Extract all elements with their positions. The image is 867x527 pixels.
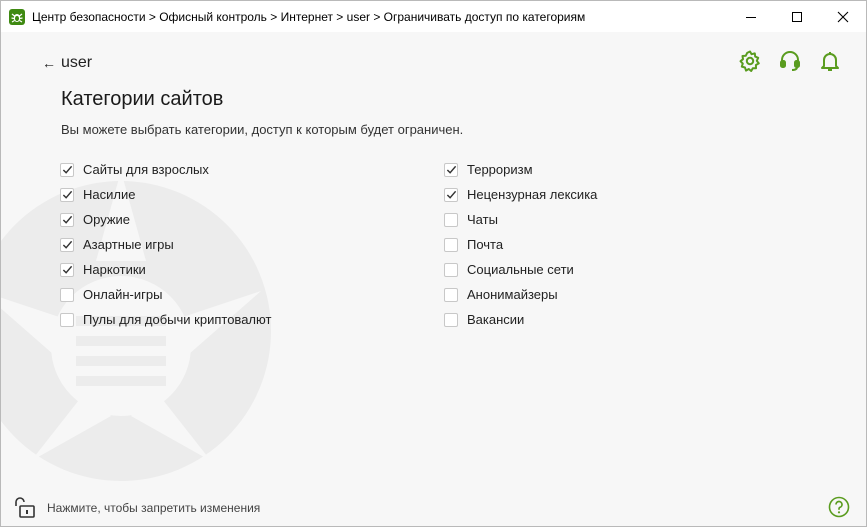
category-label: Насилие [83,187,136,202]
category-label: Вакансии [467,312,525,327]
category-item[interactable] [60,307,271,332]
close-button[interactable] [820,1,866,32]
category-label: Анонимайзеры [467,287,558,302]
checkmark-icon [62,214,73,225]
category-item[interactable] [60,232,271,257]
category-label: Азартные игры [83,237,174,252]
gear-icon[interactable] [738,49,762,73]
maximize-icon [791,11,803,23]
minimize-icon [745,11,757,23]
lock-hint-text: Нажмите, чтобы запретить изменения [47,501,261,515]
category-checkbox[interactable] [60,263,74,277]
category-label: Нецензурная лексика [467,187,598,202]
category-checkbox[interactable] [444,313,458,327]
unlocked-padlock-icon[interactable] [13,496,39,520]
category-label: Почта [467,237,504,252]
category-label: Чаты [467,212,498,227]
checkmark-icon [446,164,457,175]
back-button[interactable] [42,54,92,72]
maximize-button[interactable] [774,1,820,32]
category-item[interactable] [60,257,271,282]
checkmark-icon [62,264,73,275]
window-controls [728,1,866,32]
category-checkbox[interactable] [60,213,74,227]
page-description: Вы можете выбрать категории, доступ к которым будет ограничен. [61,122,464,137]
category-checkbox[interactable] [444,263,458,277]
headset-icon[interactable] [778,49,802,73]
category-item[interactable] [444,282,597,307]
category-label: Социальные сети [467,262,574,277]
category-item[interactable] [60,207,271,232]
category-list-right [444,157,597,332]
category-item[interactable] [444,307,597,332]
category-checkbox[interactable] [444,213,458,227]
minimize-button[interactable] [728,1,774,32]
category-label: Пулы для добычи криптовалют [83,312,272,327]
checkmark-icon [62,164,73,175]
category-label: Оружие [83,212,131,227]
category-item[interactable] [444,232,597,257]
back-label: user [61,54,93,71]
category-label: Онлайн-игры [83,287,163,302]
category-checkbox[interactable] [60,313,74,327]
category-label: Сайты для взрослых [83,162,209,177]
category-list-left [60,157,271,332]
lock-settings [13,496,260,520]
category-item[interactable] [444,257,597,282]
category-item[interactable] [444,182,597,207]
category-checkbox[interactable] [60,163,74,177]
checkmark-icon [446,189,457,200]
category-item[interactable] [444,207,597,232]
category-checkbox[interactable] [444,163,458,177]
category-item[interactable] [60,282,271,307]
page-title: Категории сайтов [61,88,224,110]
category-checkbox[interactable] [444,188,458,202]
category-item[interactable] [60,157,271,182]
category-checkbox[interactable] [444,238,458,252]
category-checkbox[interactable] [60,288,74,302]
category-checkbox[interactable] [60,238,74,252]
category-label: Наркотики [83,262,146,277]
close-icon [837,11,849,23]
checkmark-icon [62,189,73,200]
header-toolbar [722,49,842,73]
bell-icon[interactable] [818,49,842,73]
category-item[interactable] [60,182,271,207]
category-checkbox[interactable] [444,288,458,302]
category-label: Терроризм [467,162,533,177]
category-item[interactable] [444,157,597,182]
help-icon[interactable] [828,496,850,518]
checkmark-icon [62,239,73,250]
drweb-spider-icon [9,9,25,25]
title-bar [1,1,866,32]
category-checkbox[interactable] [60,188,74,202]
arrow-left-icon: ← [42,55,56,71]
window-title: Центр безопасности > Офисный контроль > Интернет > user > Ограничивать доступ по категориям [32,9,586,24]
